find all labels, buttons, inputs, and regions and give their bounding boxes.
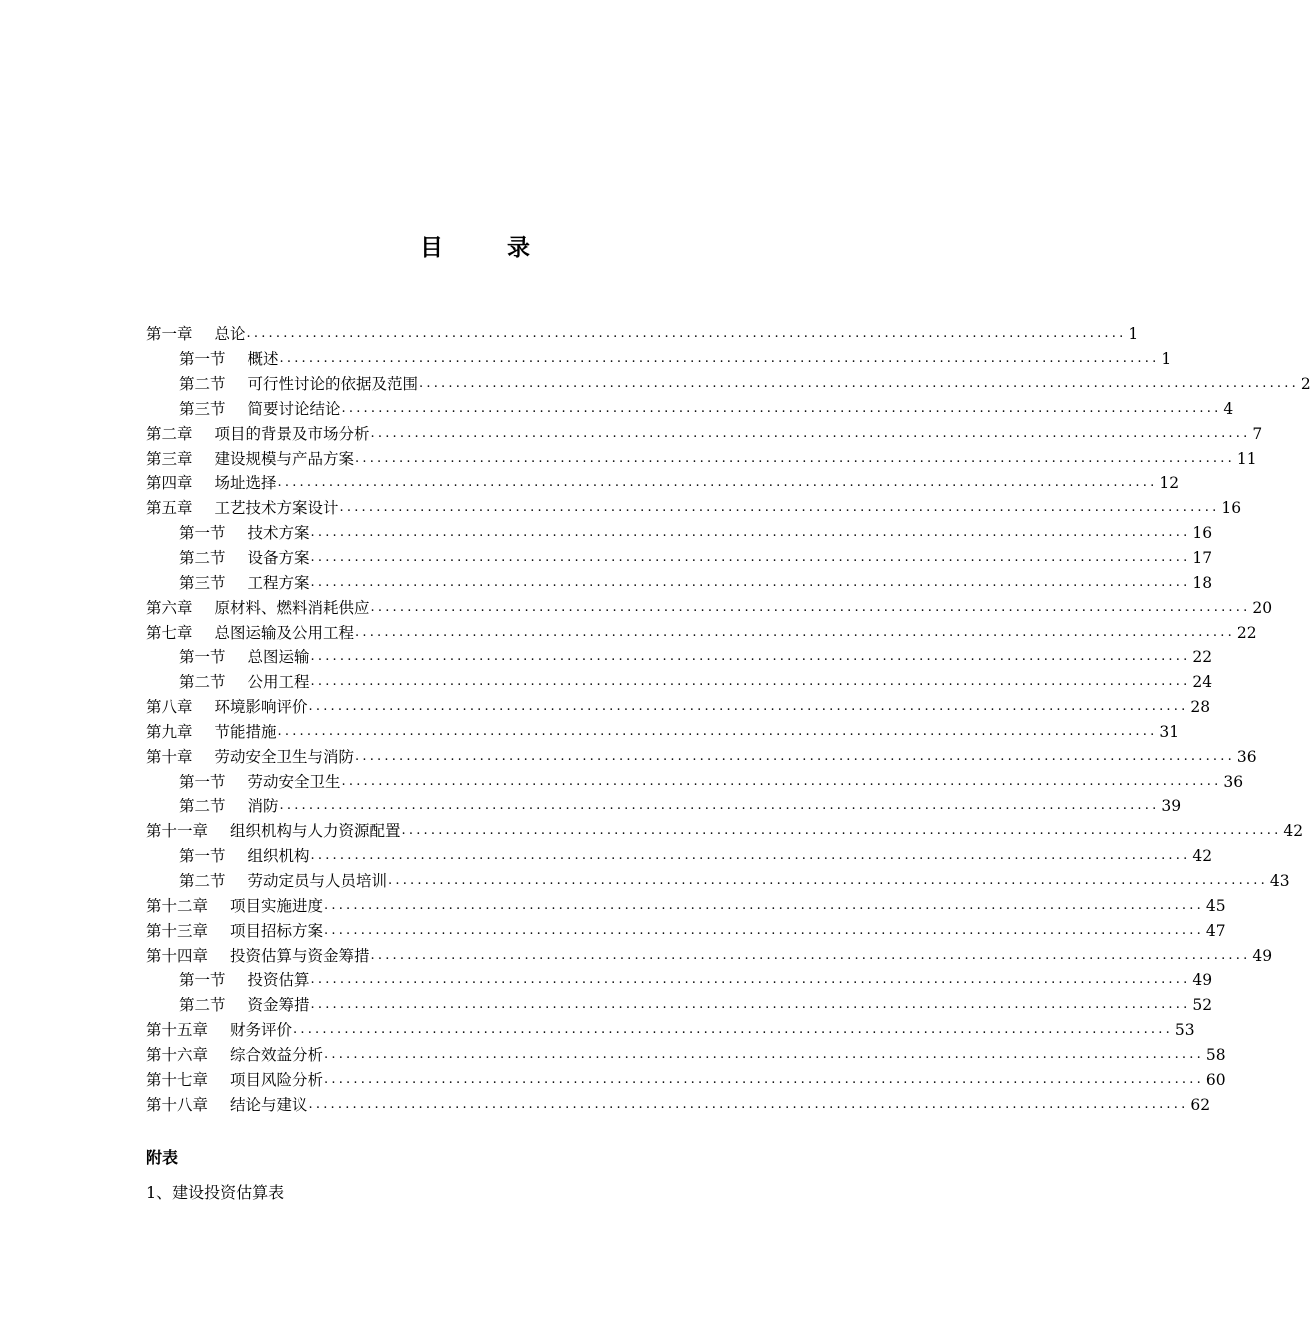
toc-entry-number: 第十八章: [146, 1095, 209, 1114]
toc-entry-page-number: 12: [1159, 474, 1180, 493]
toc-entry-number: 第一节: [179, 847, 226, 866]
toc-entry-number: 第十二章: [146, 896, 209, 915]
toc-dot-leader: ........................................................................................................................: [308, 699, 1189, 715]
toc-chapter-entry[interactable]: [146, 322, 1139, 347]
appendix-item: 1、建设投资估算表: [146, 1183, 285, 1202]
toc-dot-leader: ........................................................................................................................: [310, 525, 1191, 541]
toc-entry-title: 技术方案: [247, 524, 310, 543]
toc-entry-number: 第一节: [179, 524, 226, 543]
toc-chapter-entry[interactable]: [146, 471, 1180, 496]
toc-entry-page-number: 49: [1192, 971, 1213, 990]
toc-dot-leader: ........................................................................................................................: [310, 674, 1191, 690]
toc-dot-leader: ........................................................................................................................: [324, 1046, 1204, 1062]
toc-entry-page-number: 1: [1128, 325, 1139, 344]
toc-entry-title: 消防: [247, 797, 279, 816]
toc-entry-number: 第一节: [179, 648, 226, 667]
toc-dot-leader: ........................................................................................................................: [310, 550, 1191, 566]
toc-entry-number: 第二节: [179, 549, 226, 568]
toc-dot-leader: ........................................................................................................................: [279, 351, 1160, 367]
toc-entry-title: 财务评价: [230, 1021, 293, 1040]
toc-entry-title: 综合效益分析: [230, 1045, 324, 1064]
toc-entry-number: 第十章: [146, 747, 193, 766]
toc-entry-page-number: 62: [1190, 1095, 1211, 1114]
toc-entry-page-number: 24: [1192, 673, 1213, 692]
toc-entry-title: 项目的背景及市场分析: [214, 424, 370, 443]
toc-entry-title: 原材料、燃料消耗供应: [214, 598, 370, 617]
toc-section-entry[interactable]: [146, 570, 1213, 595]
toc-entry-number: 第十六章: [146, 1045, 209, 1064]
toc-entry-page-number: 45: [1205, 896, 1226, 915]
toc-entry-page-number: 36: [1223, 772, 1244, 791]
toc-entry-number: 第二节: [179, 673, 226, 692]
toc-dot-leader: ........................................................................................................................: [370, 425, 1251, 441]
toc-entry-number: 第三章: [146, 449, 193, 468]
toc-chapter-entry[interactable]: [146, 918, 1226, 943]
toc-entry-number: 第七章: [146, 623, 193, 642]
toc-dot-leader: ........................................................................................................................: [355, 748, 1235, 764]
toc-dot-leader: ........................................................................................................................: [355, 450, 1235, 466]
toc-dot-leader: ........................................................................................................................: [308, 1096, 1189, 1112]
toc-entry-title: 项目招标方案: [230, 921, 324, 940]
toc-dot-leader: ........................................................................................................................: [370, 599, 1251, 615]
toc-section-entry[interactable]: [146, 670, 1213, 695]
toc-entry-number: 第十三章: [146, 921, 209, 940]
toc-entry-number: 第二章: [146, 424, 193, 443]
toc-entry-title: 工艺技术方案设计: [214, 499, 339, 518]
toc-entry-number: 第二节: [179, 375, 226, 394]
toc-entry-number: 第一节: [179, 350, 226, 369]
toc-dot-leader: ........................................................................................................................: [388, 872, 1268, 888]
toc-entry-page-number: 16: [1221, 499, 1242, 518]
toc-dot-leader: ........................................................................................................................: [355, 624, 1235, 640]
toc-section-entry[interactable]: [146, 769, 1244, 794]
toc-dot-leader: ........................................................................................................................: [310, 972, 1191, 988]
toc-entry-page-number: 52: [1192, 996, 1213, 1015]
toc-section-entry[interactable]: [146, 521, 1213, 546]
toc-entry-number: 第二节: [179, 996, 226, 1015]
toc-dot-leader: ........................................................................................................................: [341, 400, 1222, 416]
toc-section-entry[interactable]: [146, 397, 1234, 422]
toc-chapter-entry[interactable]: [146, 744, 1257, 769]
toc-entry-number: 第四章: [146, 474, 193, 493]
toc-entry-number: 第九章: [146, 722, 193, 741]
toc-entry-page-number: 17: [1192, 549, 1213, 568]
toc-entry-title: 劳动安全卫生与消防: [214, 747, 355, 766]
toc-entry-number: 第三节: [179, 573, 226, 592]
toc-entry-title: 总图运输: [247, 648, 310, 667]
toc-entry-page-number: 11: [1236, 449, 1257, 468]
toc-dot-leader: ........................................................................................................................: [310, 574, 1191, 590]
toc-entry-number: 第十七章: [146, 1070, 209, 1089]
toc-section-entry[interactable]: [146, 968, 1213, 993]
toc-chapter-entry[interactable]: [146, 1092, 1211, 1117]
toc-entry-number: 第一章: [146, 325, 193, 344]
toc-entry-title: 投资估算: [247, 971, 310, 990]
toc-entry-number: 第二节: [179, 797, 226, 816]
toc-section-entry[interactable]: [146, 372, 1311, 397]
toc-entry-title: 投资估算与资金筹措: [230, 946, 370, 965]
toc-dot-leader: ........................................................................................................................: [310, 997, 1191, 1013]
toc-entry-page-number: 31: [1159, 722, 1180, 741]
toc-dot-leader: ........................................................................................................................: [401, 823, 1282, 839]
toc-entry-title: 工程方案: [247, 573, 310, 592]
toc-entry-title: 资金筹措: [247, 996, 310, 1015]
toc-chapter-entry[interactable]: [146, 620, 1257, 645]
toc-dot-leader: ........................................................................................................................: [419, 376, 1299, 392]
toc-entry-number: 第一节: [179, 971, 226, 990]
toc-entry-number: 第十四章: [146, 946, 209, 965]
toc-chapter-entry[interactable]: [146, 595, 1273, 620]
toc-entry-page-number: 42: [1283, 822, 1304, 841]
toc-chapter-entry[interactable]: [146, 1042, 1226, 1067]
toc-chapter-entry[interactable]: [146, 1018, 1195, 1043]
toc-section-entry[interactable]: [146, 844, 1213, 869]
toc-entry-title: 场址选择: [214, 474, 277, 493]
toc-dot-leader: ........................................................................................................................: [279, 798, 1160, 814]
toc-entry-number: 第八章: [146, 698, 193, 717]
toc-entry-title: 结论与建议: [230, 1095, 308, 1114]
toc-dot-leader: ........................................................................................................................: [370, 947, 1251, 963]
toc-dot-leader: ........................................................................................................................: [246, 326, 1127, 342]
toc-entry-page-number: 39: [1161, 797, 1182, 816]
toc-entry-title: 劳动安全卫生: [247, 772, 341, 791]
toc-entry-page-number: 43: [1269, 871, 1290, 890]
toc-entry-page-number: 18: [1192, 573, 1213, 592]
page-title: 目 录: [419, 234, 558, 261]
toc-entry-title: 项目风险分析: [230, 1070, 324, 1089]
toc-entry-page-number: 53: [1174, 1021, 1195, 1040]
toc-entry-number: 第二节: [179, 871, 226, 890]
toc-entry-page-number: 7: [1252, 424, 1263, 443]
toc-entry-page-number: 49: [1252, 946, 1273, 965]
toc-entry-title: 劳动定员与人员培训: [247, 871, 388, 890]
toc-dot-leader: ........................................................................................................................: [310, 848, 1191, 864]
toc-section-entry[interactable]: [146, 645, 1213, 670]
toc-dot-leader: ........................................................................................................................: [293, 1022, 1173, 1038]
toc-entry-title: 可行性讨论的依据及范围: [247, 375, 419, 394]
toc-chapter-entry[interactable]: [146, 421, 1263, 446]
toc-entry-title: 组织机构: [247, 847, 310, 866]
toc-entry-title: 组织机构与人力资源配置: [230, 822, 401, 841]
toc-section-entry[interactable]: [146, 546, 1213, 571]
toc-entry-page-number: 22: [1236, 623, 1257, 642]
toc-chapter-entry[interactable]: [146, 893, 1226, 918]
toc-chapter-entry[interactable]: [146, 720, 1180, 745]
toc-section-entry[interactable]: [146, 993, 1213, 1018]
toc-dot-leader: ........................................................................................................................: [339, 500, 1220, 516]
toc-entry-page-number: 20: [1252, 598, 1273, 617]
toc-section-entry[interactable]: [146, 794, 1182, 819]
toc-entry-page-number: 60: [1205, 1070, 1226, 1089]
table-of-contents: [146, 322, 1311, 1117]
toc-entry-number: 第十一章: [146, 822, 209, 841]
toc-chapter-entry[interactable]: [146, 943, 1273, 968]
toc-entry-title: 简要讨论结论: [247, 399, 341, 418]
toc-dot-leader: ........................................................................................................................: [310, 649, 1191, 665]
toc-dot-leader: ........................................................................................................................: [341, 773, 1222, 789]
toc-chapter-entry[interactable]: [146, 695, 1211, 720]
toc-entry-title: 环境影响评价: [214, 698, 308, 717]
toc-entry-number: 第六章: [146, 598, 193, 617]
toc-entry-page-number: 22: [1192, 648, 1213, 667]
toc-entry-title: 节能措施: [214, 722, 277, 741]
toc-chapter-entry[interactable]: [146, 819, 1304, 844]
toc-entry-title: 设备方案: [247, 549, 310, 568]
toc-entry-title: 建设规模与产品方案: [214, 449, 355, 468]
toc-dot-leader: ........................................................................................................................: [324, 922, 1204, 938]
toc-entry-title: 总论: [214, 325, 246, 344]
toc-entry-number: 第三节: [179, 399, 226, 418]
toc-entry-page-number: 28: [1190, 698, 1211, 717]
toc-entry-page-number: 42: [1192, 847, 1213, 866]
toc-chapter-entry[interactable]: [146, 1067, 1226, 1092]
toc-entry-page-number: 1: [1161, 350, 1172, 369]
appendix-heading: 附表: [146, 1148, 179, 1167]
toc-entry-title: 总图运输及公用工程: [214, 623, 355, 642]
toc-chapter-entry[interactable]: [146, 496, 1242, 521]
toc-entry-title: 公用工程: [247, 673, 310, 692]
toc-entry-number: 第十五章: [146, 1021, 209, 1040]
toc-entry-number: 第五章: [146, 499, 193, 518]
toc-entry-page-number: 4: [1223, 399, 1234, 418]
toc-entry-page-number: 47: [1205, 921, 1226, 940]
toc-entry-page-number: 58: [1205, 1045, 1226, 1064]
toc-dot-leader: ........................................................................................................................: [324, 897, 1204, 913]
toc-dot-leader: ........................................................................................................................: [277, 475, 1158, 491]
toc-dot-leader: ........................................................................................................................: [324, 1071, 1204, 1087]
toc-section-entry[interactable]: [146, 347, 1172, 372]
toc-dot-leader: ........................................................................................................................: [277, 723, 1158, 739]
toc-entry-page-number: 16: [1192, 524, 1213, 543]
toc-entry-title: 项目实施进度: [230, 896, 324, 915]
toc-entry-page-number: 2: [1300, 375, 1311, 394]
toc-entry-title: 概述: [247, 350, 279, 369]
toc-chapter-entry[interactable]: [146, 446, 1257, 471]
toc-entry-page-number: 36: [1236, 747, 1257, 766]
toc-entry-number: 第一节: [179, 772, 226, 791]
toc-section-entry[interactable]: [146, 869, 1290, 894]
